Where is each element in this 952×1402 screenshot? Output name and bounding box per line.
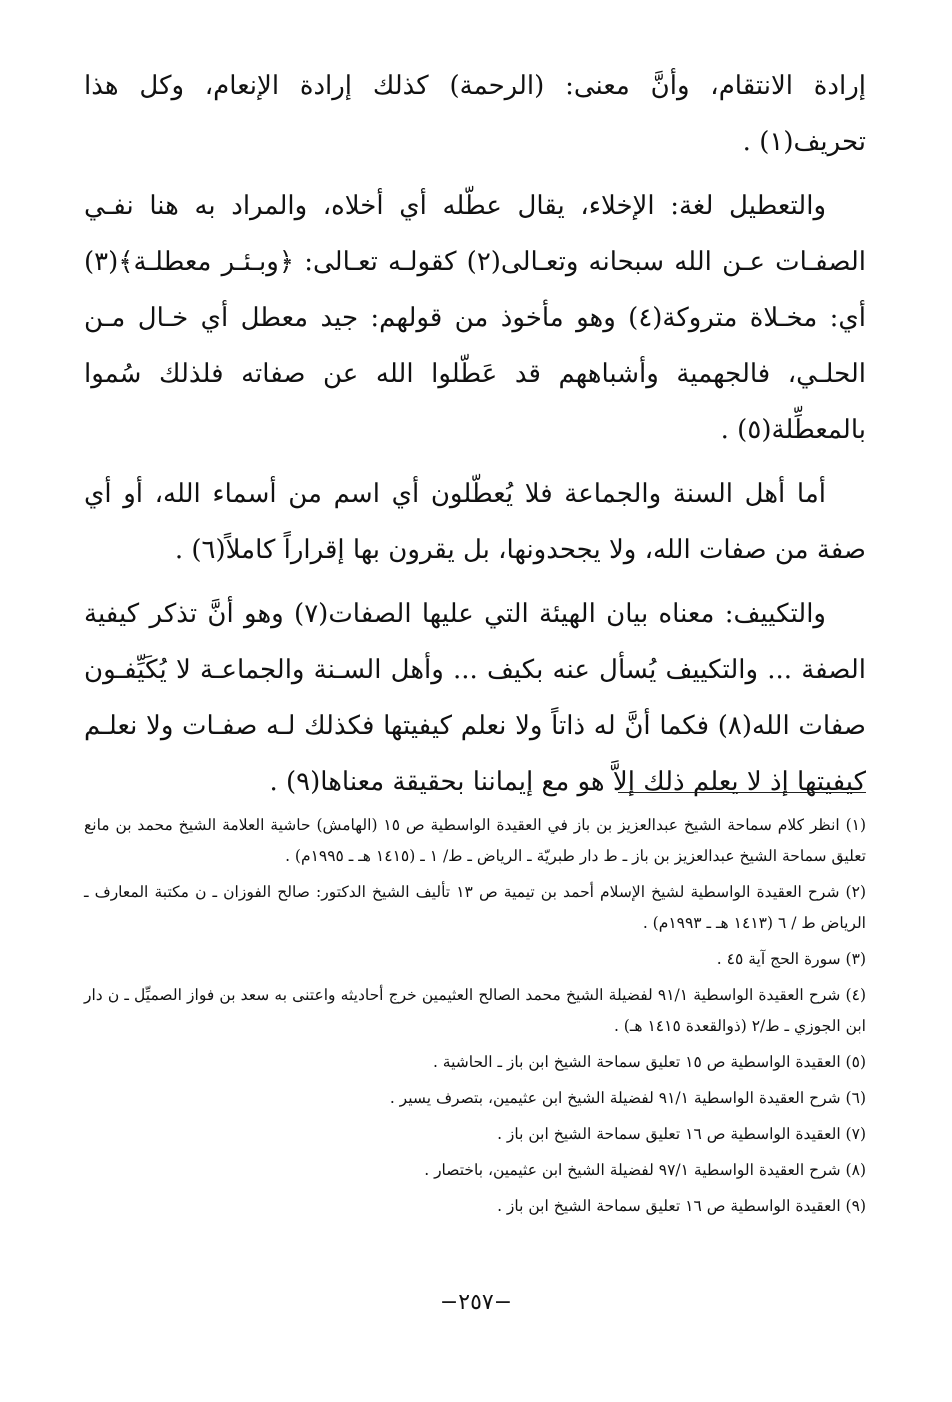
footnote-2: (٢) شرح العقيدة الواسطية لشيخ الإسلام أحمد بن تيمية ص ١٣ تأليف الشيخ الدكتور: صالح الفوزان ـ ن مكتبة المعارف ـ الرياض ط / ٦ (١٤١٣ هـ ـ ١٩٩٣م) . bbox=[84, 883, 866, 932]
footnote-6: (٦) شرح العقيدة الواسطية ٩١/١ لفضيلة الشيخ ابن عثيمين، بتصرف يسير . bbox=[389, 1089, 866, 1107]
footnote-3: (٣) سورة الحج آية ٤٥ . bbox=[716, 950, 866, 968]
footnote-9: (٩) العقيدة الواسطية ص ١٦ تعليق سماحة الشيخ ابن باز . bbox=[497, 1197, 866, 1215]
footnote-1: (١) انظر كلام سماحة الشيخ عبدالعزيز بن باز في العقيدة الواسطية ص ١٥ (الهامش) حاشية العلامة الشيخ محمد بن مانع تعليق سماحة الشيخ عبدالعزيز بن باز ـ ط دار طبريّة ـ الرياض ـ ط/ ١ ـ (١٤١٥ هـ ـ ١٩٩٥م) . bbox=[84, 816, 867, 865]
paragraph-2: والتعطيل لغة: الإخلاء، يقال عطّله أي أخلاه، والمراد به هنا نفـي الصفـات عـن الله سبحانه وتعـالى(٢) كقولـه تعـالى: ﴿وبـئـر معطلـة﴾(٣) أي: مخـلاة متروكة(٤) وهو مأخوذ من قولهم: جيد معطل أي خـال مـن الحلـي، فالجهمية وأشباههم قد عَطّلوا الله عن صفاته فلذلك سُموا بالمعطِّلة(٥) . bbox=[84, 191, 867, 445]
footnote-7: (٧) العقيدة الواسطية ص ١٦ تعليق سماحة الشيخ ابن باز . bbox=[497, 1125, 866, 1143]
body-text bbox=[84, 58, 866, 818]
paragraph-3: أما أهل السنة والجماعة فلا يُعطّلون أي اسم من أسماء الله، أو أي صفة من صفات الله، ولا يجحدونها، بل يقرون بها إقراراً كاملاً(٦) . bbox=[84, 479, 866, 565]
paragraph-4: والتكييف: معناه بيان الهيئة التي عليها الصفات(٧) وهو أنَّ تذكر كيفية الصفة ... والتكييف يُسأل عنه بكيف ... وأهل السـنة والجماعـة لا يُكَيِّفـون صفات الله(٨) فكما أنَّ له ذاتاً ولا نعلم كيفيتها فكذلك لـه صفـات ولا نعلـم كيفيتها إذ لا يعلم ذلك إلاَّ هو مع إيماننا بحقيقة معناها(٩) . bbox=[84, 599, 867, 797]
footnotes bbox=[84, 810, 866, 1227]
footnote-8: (٨) شرح العقيدة الواسطية ٩٧/١ لفضيلة الشيخ ابن عثيمين، باختصار . bbox=[424, 1161, 866, 1179]
paragraph-1: إرادة الانتقام، وأنَّ معنى: (الرحمة) كذلك إرادة الإنعام، وكل هذا تحريف(١) . bbox=[84, 71, 866, 157]
page-number: −٢٥٧− bbox=[439, 1290, 513, 1315]
footnote-4: (٤) شرح العقيدة الواسطية ٩١/١ لفضيلة الشيخ محمد الصالح العثيمين خرج أحاديثه واعتنى به سعد بن فواز الصميِّل ـ ن دار ابن الجوزي ـ ط/٢ (ذوالقعدة ١٤١٥ هـ) . bbox=[84, 986, 866, 1035]
footnote-5: (٥) العقيدة الواسطية ص ١٥ تعليق سماحة الشيخ ابن باز ـ الحاشية . bbox=[432, 1053, 866, 1071]
footnote-divider bbox=[618, 792, 866, 793]
